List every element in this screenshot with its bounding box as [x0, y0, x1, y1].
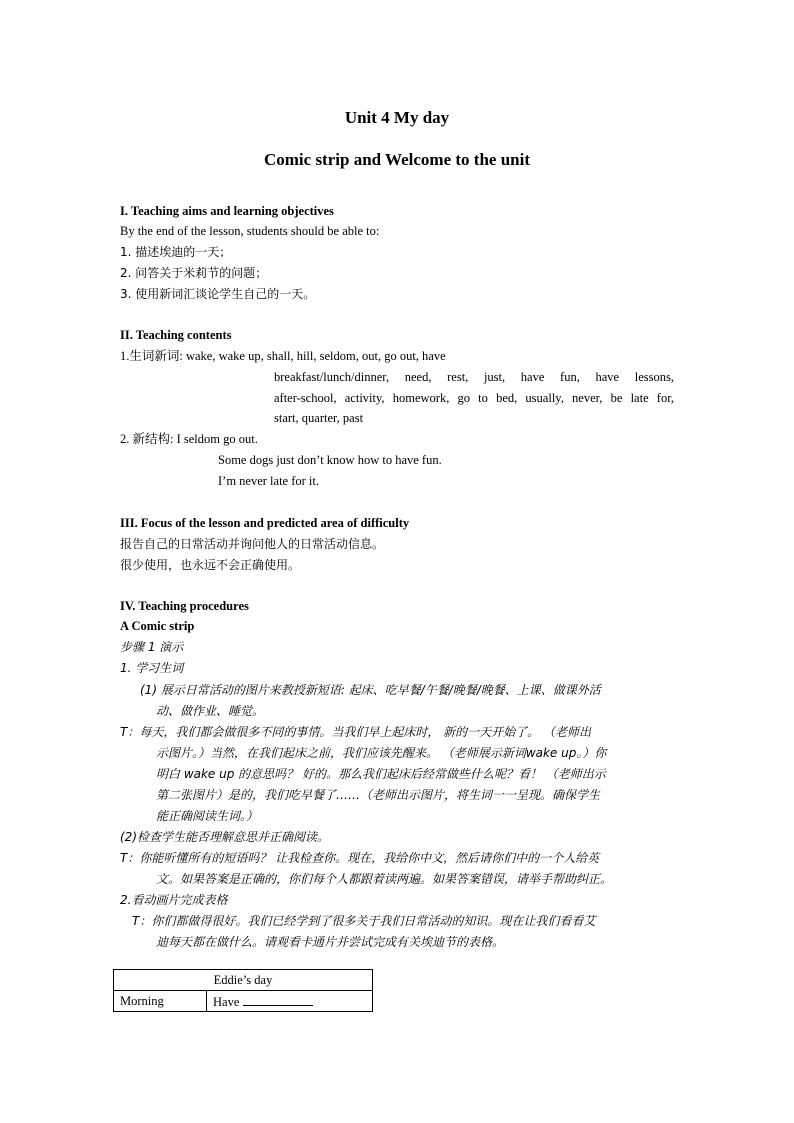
teacher-1d: 第二张图片）是的，我们吃早餐了……（老师出示图片，将生词一一呈现。确保学生	[156, 788, 601, 802]
table-cell-value	[207, 991, 373, 1012]
structure-line-1: 2. 新结构: I seldom go out.	[120, 432, 258, 446]
teacher-1a: T：每天，我们都会做很多不同的事情。当我们早上起床时， 新的一天开始了。 （老师出	[120, 725, 591, 739]
teacher-3b: 迪每天都在做什么。请观看卡通片并尝试完成有关埃迪节的表格。	[156, 935, 505, 949]
teacher-1b: 示图片。）当然，在我们起床之前，我们应该先醒来。 （老师展示新词wake up。）你	[156, 746, 607, 760]
para-1a: (1) 展示日常活动的图片来教授新短语: 起床、吃早餐/午餐/晚餐/晚餐、上课、做课外活	[140, 683, 601, 697]
fill-in-blank[interactable]	[243, 993, 313, 1006]
structure-line-2: Some dogs just don’t know how to have fun.	[218, 453, 442, 467]
teacher-3a: T：你们都做得很好。我们已经学到了很多关于我们日常活动的知识。现在让我们看看艾	[132, 914, 596, 928]
table-row	[114, 991, 373, 1012]
teacher-1e: 能正确阅读生词。）	[156, 809, 259, 823]
sub-step-1: 1. 学习生词	[120, 661, 184, 675]
table-cell-label: Morning	[114, 991, 207, 1012]
para-2: (2)检查学生能否理解意思并正确阅读。	[120, 830, 329, 844]
section3-line-1: 报告自己的日常活动并询问他人的日常活动信息。	[120, 537, 385, 551]
vocab-line-3: after-school, activity, homework, go to bed, usually, never, be late for,	[274, 391, 674, 405]
page-subtitle: Comic strip and Welcome to the unit	[263, 150, 530, 169]
page-title: Unit 4 My day	[344, 108, 450, 127]
teacher-2b: 文。如果答案是正确的，你们每个人都跟着读两遍。如果答案错误，请举手帮助纠正。	[156, 872, 613, 886]
structure-line-3: I’m never late for it.	[218, 474, 319, 488]
section1-item-1: 1. 描述埃迪的一天；	[120, 245, 232, 259]
vocab-line-4: start, quarter, past	[274, 411, 364, 425]
para-1b: 动、做作业、睡觉。	[156, 704, 265, 718]
section1-item-2: 2. 问答关于米莉节的问题；	[120, 266, 268, 280]
table-cell-value-text: Have	[213, 994, 240, 1009]
section1-item-3: 3. 使用新词汇谈论学生自己的一天。	[120, 287, 316, 301]
step1-label: 步骤 1 演示	[120, 640, 184, 654]
section3-line-2: 很少使用，也永远不会正确使用。	[120, 558, 301, 572]
section2-heading: II. Teaching contents	[120, 328, 232, 342]
part-a-heading: A Comic strip	[120, 619, 195, 633]
eddie-day-table	[113, 969, 373, 1012]
teacher-1c: 明白 wake up 的意思吗？ 好的。那么我们起床后经常做些什么呢？看！ （老师出示	[156, 767, 606, 781]
vocab-line-2: breakfast/lunch/dinner, need, rest, just, have fun, have lessons,	[274, 370, 674, 384]
sub-step-2: 2.看动画片完成表格	[120, 893, 228, 907]
table-header: Eddie’s day	[114, 970, 373, 991]
table-row	[114, 970, 373, 991]
section1-intro: By the end of the lesson, students should be able to:	[120, 224, 380, 238]
section3-heading: III. Focus of the lesson and predicted area of difficulty	[120, 516, 410, 530]
vocab-line-1: 1.生词新词: wake, wake up, shall, hill, seldom, out, go out, have	[120, 349, 446, 363]
teacher-2a: T：你能听懂所有的短语吗？ 让我检查你。现在，我给你中文，然后请你们中的一个人给英	[120, 851, 600, 865]
section1-heading: I. Teaching aims and learning objectives	[120, 204, 334, 218]
section4-heading: IV. Teaching procedures	[120, 599, 249, 613]
